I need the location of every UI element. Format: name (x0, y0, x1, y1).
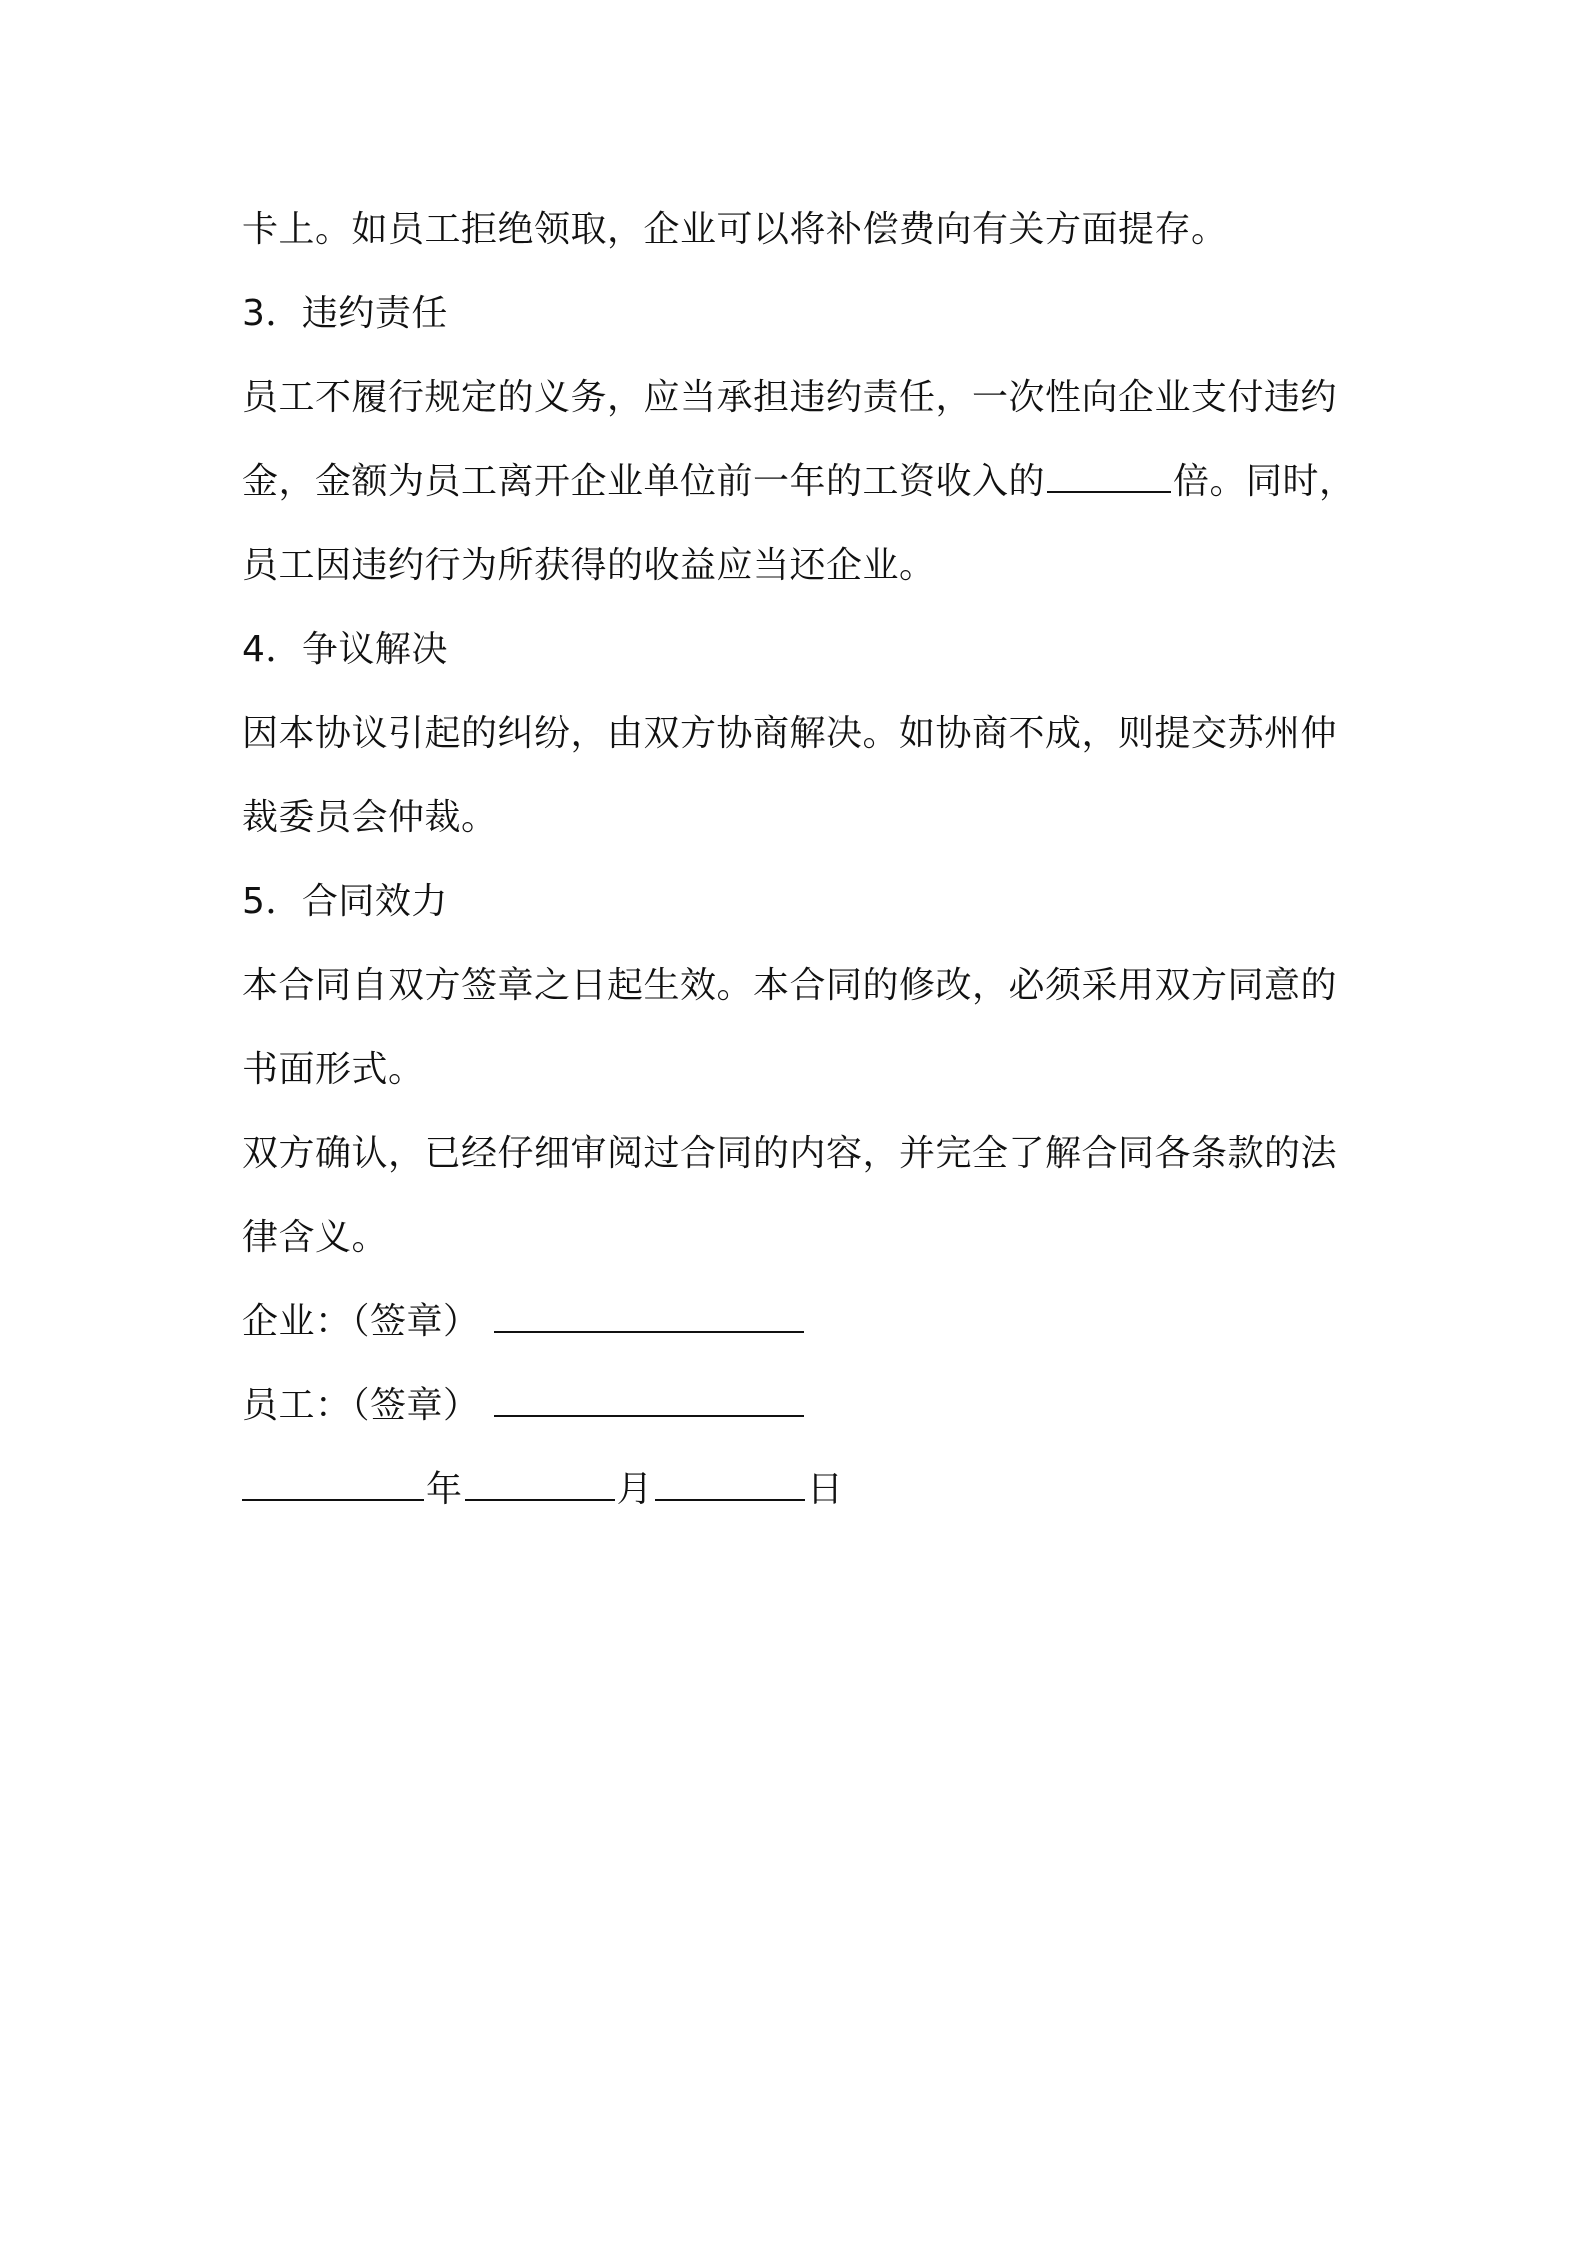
enterprise-signature-label: 企业：（签章） (242, 1301, 480, 1342)
month-blank (465, 1467, 615, 1501)
paragraph-line (242, 454, 1362, 538)
day-label: 日 (807, 1469, 844, 1510)
multiplier-blank (1047, 459, 1171, 493)
employee-signature-line (242, 1378, 1362, 1462)
employee-signature-blank (494, 1383, 804, 1417)
paragraph-line: 卡上。如员工拒绝领取，企业可以将补偿费向有关方面提存。 (242, 209, 1228, 250)
paragraph-line: 书面形式。 (242, 1049, 425, 1090)
paragraph-line: 裁委员会仲裁。 (242, 797, 498, 838)
text-segment: 倍。同时， (1173, 461, 1356, 502)
paragraph-line: 因本协议引起的纠纷，由双方协商解决。如协商不成，则提交苏州仲 (242, 713, 1338, 754)
section-heading-dispute-resolution: 4．争议解决 (242, 629, 448, 670)
year-blank (242, 1467, 424, 1501)
text-segment: 金，金额为员工离开企业单位前一年的工资收入的 (242, 461, 1046, 502)
document-body (242, 202, 1362, 1546)
paragraph-line: 律含义。 (242, 1217, 389, 1258)
paragraph-line: 员工因违约行为所获得的收益应当还企业。 (242, 545, 936, 586)
year-label: 年 (426, 1469, 463, 1510)
paragraph-line: 员工不履行规定的义务，应当承担违约责任，一次性向企业支付违约 (242, 377, 1338, 418)
day-blank (655, 1467, 805, 1501)
section-heading-contract-validity: 5．合同效力 (242, 881, 448, 922)
section-heading-breach-liability: 3．违约责任 (242, 293, 448, 334)
month-label: 月 (616, 1469, 654, 1510)
paragraph-line: 本合同自双方签章之日起生效。本合同的修改，必须采用双方同意的 (242, 965, 1338, 1006)
enterprise-signature-blank (494, 1299, 804, 1333)
enterprise-signature-line (242, 1294, 1362, 1378)
date-line (242, 1462, 1362, 1546)
paragraph-line: 双方确认，已经仔细审阅过合同的内容，并完全了解合同各条款的法 (242, 1133, 1338, 1174)
employee-signature-label: 员工：（签章） (242, 1385, 480, 1426)
